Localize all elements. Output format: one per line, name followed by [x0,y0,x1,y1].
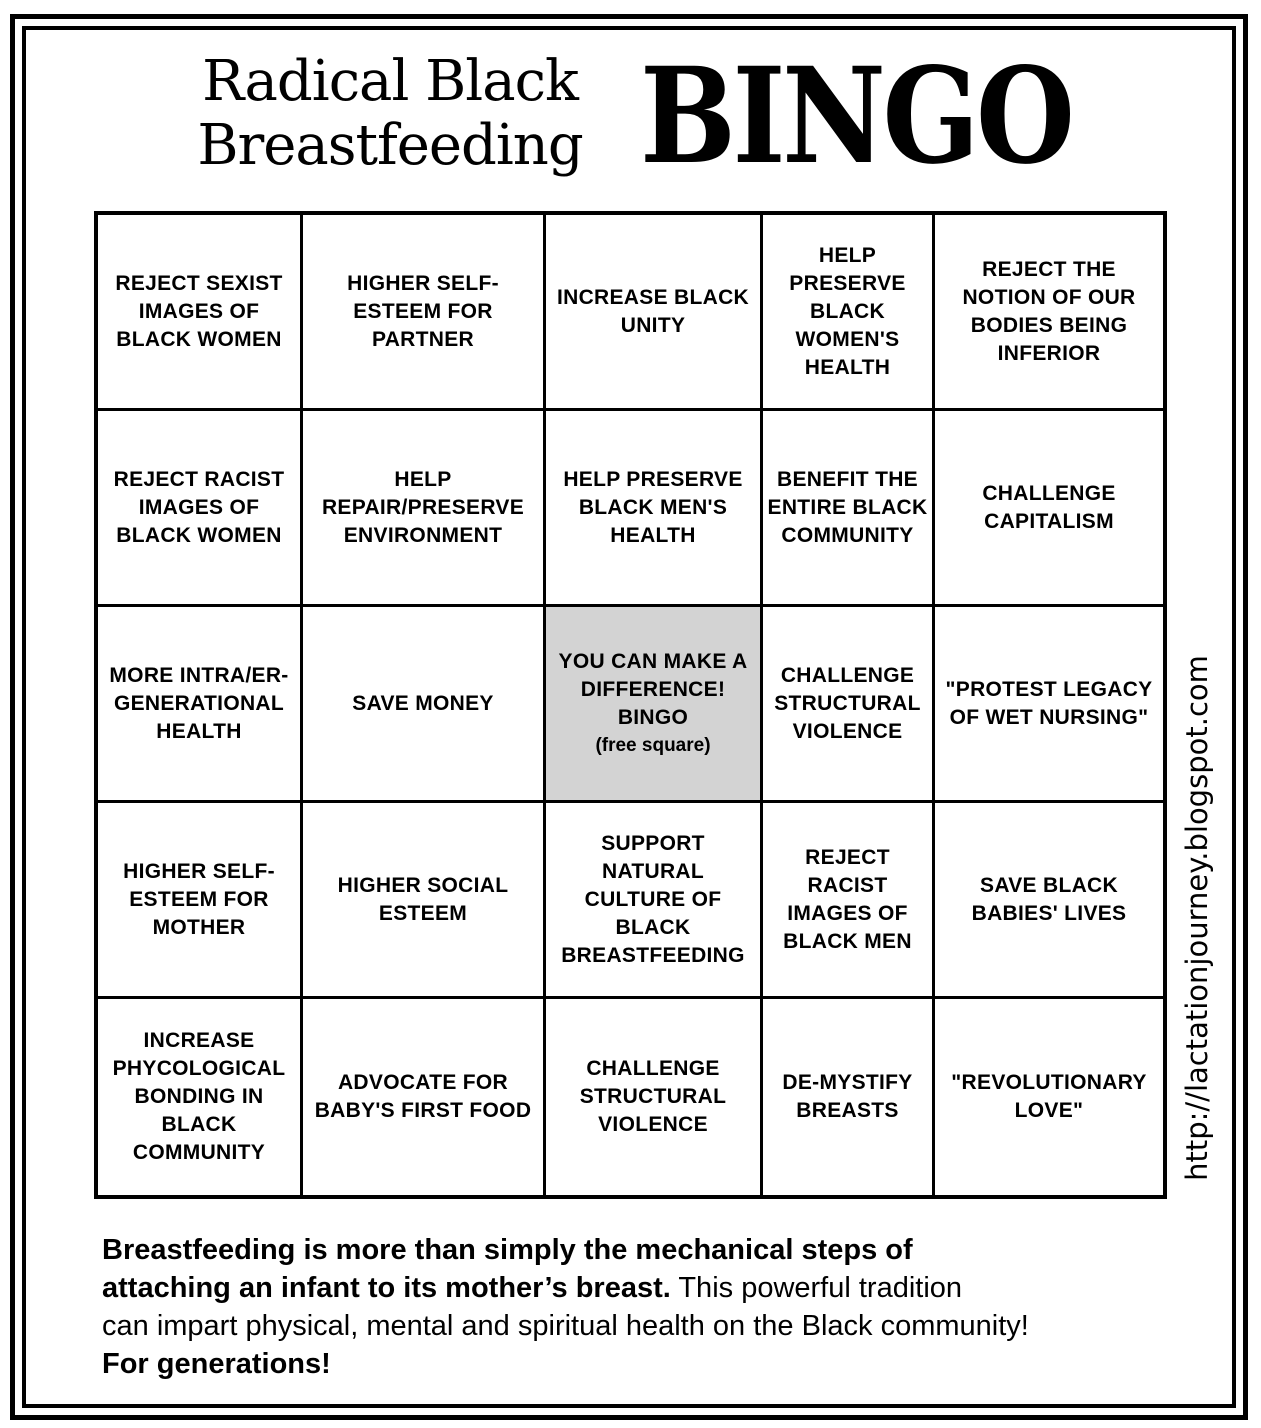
cell-text: CHALLENGE STRUCTURAL VIOLENCE [774,663,921,743]
bingo-cell [546,411,763,607]
bingo-cell [546,803,763,999]
title-subheading [160,50,620,178]
bingo-cell [763,999,935,1195]
bingo-cell [546,999,763,1195]
bingo-cell [303,999,546,1195]
footer-bold-1: Breastfeeding is more than simply the mechanical steps of [102,1234,913,1266]
cell-text: HIGHER SELF-ESTEEM FOR MOTHER [123,859,275,939]
bingo-cell [98,803,303,999]
cell-text: REJECT RACIST IMAGES OF BLACK MEN [783,845,912,953]
cell-text: SUPPORT NATURAL CULTURE OF BLACK BREASTFEEDING [561,831,745,967]
cell-text: YOU CAN MAKE A DIFFERENCE! BINGO [558,649,748,729]
footer-line-1 [102,1231,1202,1269]
footer-bold-2: attaching an infant to its mother’s breast. [102,1272,671,1304]
cell-text: HELP PRESERVE BLACK MEN'S HEALTH [563,467,743,547]
cell-text: HELP REPAIR/PRESERVE ENVIRONMENT [321,467,525,547]
bingo-cell [763,607,935,803]
cell-text: DE-MYSTIFY BREASTS [782,1071,913,1122]
cell-text: SAVE BLACK BABIES' LIVES [971,873,1127,925]
cell-text: SAVE MONEY [352,691,494,715]
bingo-cell [303,803,546,999]
footer-line-4 [102,1345,1202,1383]
cell-text: "PROTEST LEGACY OF WET NURSING" [945,677,1153,729]
cell-text: HELP PRESERVE BLACK WOMEN'S HEALTH [789,243,906,379]
cell-text: HIGHER SOCIAL ESTEEM [337,873,509,925]
bingo-cell [935,999,1163,1195]
bingo-cell [98,215,303,411]
cell-text: REJECT RACIST IMAGES OF BLACK WOMEN [113,467,285,547]
cell-text: REJECT SEXIST IMAGES OF BLACK WOMEN [115,271,283,351]
cell-text: INCREASE BLACK UNITY [556,285,750,337]
blog-url: http://lactationjourney.blogspot.com [1180,655,1214,1181]
bingo-cell [98,607,303,803]
bingo-cell [935,215,1163,411]
free-square-content [550,648,756,760]
bingo-cell [546,215,763,411]
cell-text: "REVOLUTIONARY LOVE" [951,1071,1147,1122]
cell-text: INCREASE PHYCOLOGICAL BONDING IN BLACK COMMUNITY [112,1029,286,1164]
free-square-cell [546,607,763,803]
bingo-cell [763,215,935,411]
cell-text: BENEFIT THE ENTIRE BLACK COMMUNITY [767,467,928,547]
footer-regular-2: This powerful tradition [670,1272,963,1304]
cell-text: MORE INTRA/ER-GENERATIONAL HEALTH [109,663,289,743]
footer-line-3: can impart physical, mental and spiritual health on the Black community! [102,1310,1029,1342]
bingo-board [94,211,1167,1199]
cell-text: HIGHER SELF-ESTEEM FOR PARTNER [347,271,499,351]
footer-line-2 [102,1269,1202,1307]
bingo-cell [303,411,546,607]
cell-text: CHALLENGE CAPITALISM [982,481,1116,533]
bingo-cell [763,803,935,999]
title-line-1: Radical Black [202,49,578,114]
bingo-cell [303,607,546,803]
cell-text: CHALLENGE STRUCTURAL VIOLENCE [579,1057,727,1136]
bingo-cell [935,411,1163,607]
bingo-cell [303,215,546,411]
cell-text: ADVOCATE FOR BABY'S FIRST FOOD [314,1071,532,1122]
footer-text [102,1231,1202,1383]
title-bingo: BINGO [640,39,1072,194]
bingo-cell [98,411,303,607]
free-square-note: (free square) [595,734,711,756]
footer-bold-4: For generations! [102,1348,331,1380]
bingo-cell [98,999,303,1195]
cell-text: REJECT THE NOTION OF OUR BODIES BEING INFERIOR [962,257,1136,365]
title-line-2: Breastfeeding [197,113,583,178]
bingo-cell [763,411,935,607]
bingo-cell [935,607,1163,803]
bingo-cell [935,803,1163,999]
